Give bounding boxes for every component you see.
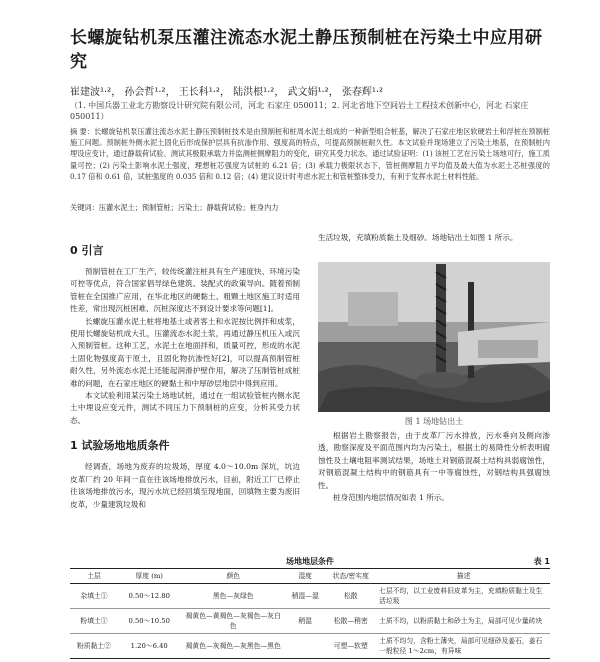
site-paragraph-1: 经调查，场地为废弃的垃圾场，厚度 4.0～10.0m 深坑，坑边皮革厂约 20 年间一直在往该场地排放污水，目前，附近工厂已停止往该场地排放污水，现污水坑已经回填至现地面，回填物主要为废旧皮革，少量建筑垃圾和 [70, 462, 300, 509]
author-list: 崔建波¹·²， 孙会哲¹·²， 王长科¹·²， 陆洪根¹·²， 武文娟¹·²， 张春辉¹·² [70, 87, 384, 98]
cell-layer: 杂填土① [70, 584, 118, 609]
cell-color: 褐黄色—黄褐色—灰褐色—灰白色 [180, 609, 286, 634]
cell-description: 七层不均，以工业废料旧皮革为主，充填粉质黏土及生活垃圾 [377, 584, 550, 609]
cell-description: 土质不均，以粉质黏土和砂土为主，局部可见少量砖块 [377, 609, 550, 634]
cell-humidity [286, 634, 324, 659]
site-photo-figure [318, 262, 550, 412]
section-heading-site-conditions: 1 试验场地地质条件 [70, 439, 170, 453]
cell-humidity: 稍湿—湿 [286, 584, 324, 609]
strata-data-table [70, 568, 550, 659]
table-title-row [70, 556, 550, 568]
header-humidity: 湿度 [286, 569, 324, 584]
cell-layer: 粉质黏土② [70, 634, 118, 659]
cell-description: 土质不均匀，含粉土薄夹，局部可见细砂及姜石，姜石一般粒径 1～2cm，有异味 [377, 634, 550, 659]
cell-color: 黑色—灰绿色 [180, 584, 286, 609]
table-row [70, 634, 550, 659]
intro-paragraph-2: 长螺旋压灌水泥土桩将地基土或者客土和水泥按比例拌和成浆，使用长螺旋钻机成大孔，压灌流态水泥土浆，再通过静压机压入或沉入预制管桩。这种工艺，水泥土在地面拌和，质量可控，形成的水泥土固化物强度高于原土，且固化物抗渗性好[2]，可以提高预制管桩耐久性，另外流态水泥土还能起润滑护壁作用，解决了压制管桩成桩难的问题，在石家庄地区的硬黏土和中厚砂层地层中得到应用。 [70, 316, 300, 388]
stratum-intro: 桩身范围内地层情况如表 1 所示。 [333, 493, 449, 503]
keywords: 关键词：压灌水泥土；预制管桩；污染土；静载荷试验；桩身内力 [70, 203, 279, 212]
cell-state: 可塑—软塑 [324, 634, 377, 659]
figure-caption: 图 1 场地钻出土 [404, 417, 464, 426]
cell-thickness: 1.20～6.40 [118, 634, 180, 659]
table-header-row [70, 569, 550, 584]
cell-humidity: 稍湿 [286, 609, 324, 634]
cell-state: 松散—稍密 [324, 609, 377, 634]
cell-thickness: 0.50～12.80 [118, 584, 180, 609]
strata-table [70, 556, 550, 659]
right-column-top-text: 生活垃圾，充填粉质黏土及细砂。场地钻出土如图 1 所示。 [318, 233, 518, 242]
drilling-site-photo [318, 262, 550, 412]
left-column [70, 232, 300, 511]
survey-paragraph: 根据岩土勘察报告，由于皮革厂污水排放，污水垂向及侧向渗透，勘察深度及平面范围内均为污染土，根据土的易降性分析表明腐蚀性及土壤电阻率测试结果，场地土对钢筋混凝土结构具弱腐蚀性，对钢筋混凝土结构中的钢筋具有一中等腐蚀性，对钢结构具强腐蚀性。 [318, 431, 550, 490]
table-row [70, 609, 550, 634]
header-state: 状态/密实度 [324, 569, 377, 584]
header-layer: 土层 [70, 569, 118, 584]
header-color: 颜色 [180, 569, 286, 584]
header-thickness: 厚度 (m) [118, 569, 180, 584]
right-column-lower [318, 430, 550, 504]
table-title: 场地地层条件 [286, 557, 334, 566]
section-heading-introduction: 0 引言 [70, 244, 104, 257]
cell-state: 松散 [324, 584, 377, 609]
right-column [318, 232, 550, 244]
cell-color: 褐黄色—灰褐色—灰黑色—黑色 [180, 634, 286, 659]
intro-paragraph-3: 本文试验利用某污染土场地试桩，通过在一组试验管桩内侧水泥土中埋设应变元件，测试不同压力下预制桩的应变，分析其受力状态。 [70, 391, 300, 425]
abstract: 摘 要：长螺旋钻机泵压灌注流态水泥土静压预制桩技术是由预制桩和桩周水泥土组成的一种新型组合桩基，解决了石家庄地区软硬岩土和浮桩在预制桩施工问题。预制桩外侧水泥土固化后形成保护层具有抗渗作用、强度高的特点，可提高预制桩耐久性。本文试验并现场建立了污染土地基，在预制桩内埋设应变计，通过静载荷试验、测试其极限承载力并监测桩侧摩阻力的变化，研究其受力状态。通过试验证明：(1) 该桩工艺在污染土场地可行，施工质量可控；(2) 污染土影响水泥土强度，理想桩芯强度为试桩的 6.21 倍；(3) 承载力极限状态下，管桩侧摩阻力平均值及最大值为水泥土芯桩强度的 0.17 倍和 0.61 倍，试桩强度的 0.035 倍和 0.12 倍；(4) 建议设计时考虑水泥土和管桩整体受力，有利于发挥水泥土材料性能。 [70, 127, 550, 181]
affiliation: （1. 中国兵器工业北方勘察设计研究院有限公司，河北 石家庄 050011；2. 河北省地下空间岩土工程技术创新中心，河北 石家庄 050011） [70, 101, 529, 121]
table-row [70, 584, 550, 609]
cell-layer: 粉填土① [70, 609, 118, 634]
paper-title: 长螺旋钻机泵压灌注流态水泥土静压预制桩在污染土中应用研究 [70, 28, 543, 72]
header-description: 描述 [377, 569, 550, 584]
table-number: 表 1 [533, 557, 550, 566]
intro-paragraph-1: 预制管桩在工厂生产，较传统灌注桩具有生产速度快、环境污染可控等优点，符合国家倡导绿色建筑、装配式的政策导向。随着预制管桩在全国推广应用，在华北地区的硬黏土、粗颗土地区施工时适用性差，常出现沉桩困难、沉桩深度达不到设计要求等问题[1]。 [70, 267, 300, 314]
cell-thickness: 0.50～10.50 [118, 609, 180, 634]
